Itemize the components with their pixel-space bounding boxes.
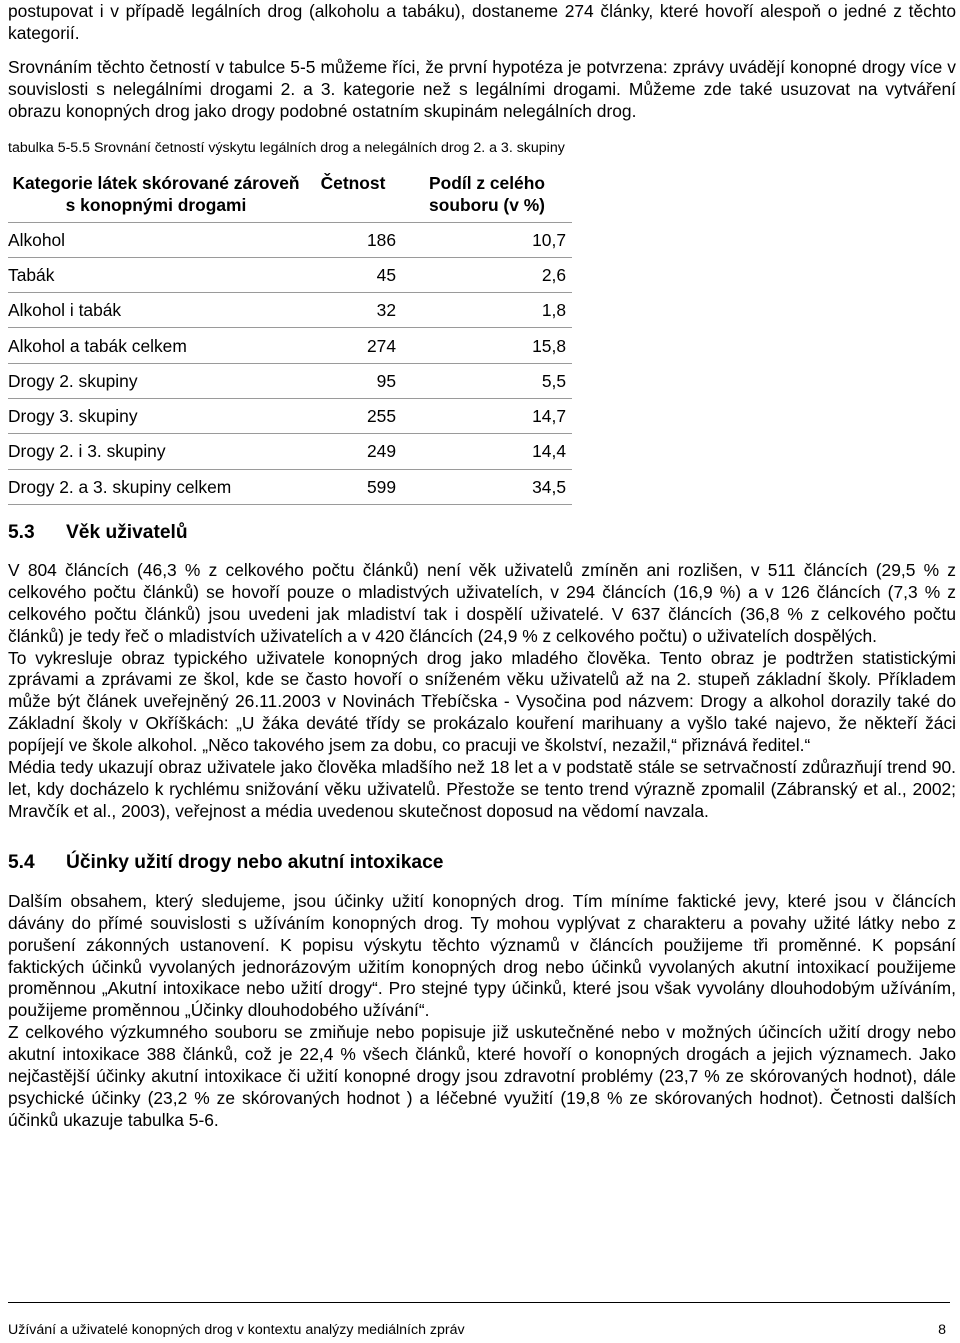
frequency-table bbox=[8, 166, 572, 505]
section-heading-age bbox=[8, 521, 956, 545]
row-share: 14,7 bbox=[532, 406, 566, 427]
row-label: Alkohol i tabák bbox=[8, 300, 122, 321]
table-row bbox=[8, 293, 572, 328]
row-share: 2,6 bbox=[541, 264, 566, 285]
table-header-row bbox=[8, 166, 572, 223]
paragraph-comparison: Srovnáním těchto četností v tabulce 5-5 můžeme říci, že první hypotéza je potvrzena: zprávy uvádějí konopné drogy více v souvislosti s nelegálními drogami 2. a 3. kategorie než s legálními drogami. Můžeme zde také usuzovat na vytváření obrazu konopných drog jako drogy podobné ostatním skupinám nelegálních drog. bbox=[8, 56, 956, 121]
paragraph-age-2: To vykresluje obraz typického uživatele konopných drog jako mladého člověka. Tento obraz je podtržen statistickými zprávami a zprávami ze škol, kde se často hovoří o sníženém věku uživatelů až na 2. stupeň základní školy. Příkladem může být článek uveřejněný 26.11.2003 v Novinách Třebíčska - Vysočina pod názvem: Drogy a alkohol dorazily také do Základní školy v Okříškách: „U žáka deváté třídy se prokázalo kouření marihuany a vyšlo také najevo, že někteří žáci popíjejí ve škole alkohol. „Něco takového jsem za dobu, co pracuji ve školství, nezažil,“ přiznává ředitel.“ bbox=[8, 647, 956, 756]
row-label: Tabák bbox=[8, 264, 55, 285]
row-count: 249 bbox=[366, 441, 396, 462]
table-row bbox=[8, 469, 572, 504]
paragraph-age-3: Média tedy ukazují obraz uživatele jako člověka mladšího než 18 let a v podstatě stále se setrvačností zdůrazňují trend 90. let, kdy docházelo k rychlému snižování věku uživatelů. Přestože se tento trend výrazně zpomalil (Zábranský et al., 2002; Mravčík et al., 2003), veřejnost a média uvedenou skutečnost doposud na vědomí navzala. bbox=[8, 757, 956, 821]
row-count: 274 bbox=[366, 335, 396, 356]
row-count: 599 bbox=[366, 476, 396, 497]
table-caption: tabulka 5-5.5 Srovnání četností výskytu legálních drog a nelegálních drog 2. a 3. skupiny bbox=[8, 139, 565, 156]
section-title: Účinky užití drogy nebo akutní intoxikace bbox=[66, 851, 444, 873]
row-label: Alkohol bbox=[8, 229, 66, 250]
row-count: 95 bbox=[376, 370, 396, 391]
row-share: 15,8 bbox=[532, 335, 566, 356]
table-row bbox=[8, 363, 572, 398]
section-number: 5.3 bbox=[8, 521, 35, 543]
row-count: 45 bbox=[376, 264, 396, 285]
section-title: Věk uživatelů bbox=[66, 521, 188, 543]
section-number: 5.4 bbox=[8, 851, 35, 873]
table-row bbox=[8, 257, 572, 292]
page-number: 8 bbox=[938, 1322, 946, 1338]
row-label: Drogy 2. a 3. skupiny celkem bbox=[8, 476, 232, 497]
row-label: Drogy 2. skupiny bbox=[8, 370, 138, 391]
row-label: Alkohol a tabák celkem bbox=[8, 335, 187, 356]
paragraph-effects-1: Dalším obsahem, který sledujeme, jsou účinky užití konopných drog. Tím míníme faktické jevy, které jsou v článcích dávány do přímé souvislosti s užíváním konopných drog. Ty mohou vyplývat z charakteru a povahy užité látky nebo z porušení zákonných ustanovení. K popisu výskytu těchto významů v článcích použijeme tři proměnné. K popsání faktických účinků vyvolaných jednorázovým užitím konopných drog nebo účinků vyvolaných akutní intoxikací použijeme proměnnou „Akutní intoxikace nebo užití drogy“. Pro stejné typy účinků, které jsou však vyvolány dlouhodobým užíváním, použijeme proměnnou „Účinky dlouhodobého užívání“. bbox=[8, 890, 956, 1021]
row-label: Drogy 3. skupiny bbox=[8, 406, 138, 427]
row-count: 186 bbox=[366, 229, 396, 250]
paragraph-intro: postupovat i v případě legálních drog (alkoholu a tabáku), dostaneme 274 články, které hovoří alespoň o jedné z těchto kategorií. bbox=[8, 1, 956, 43]
table-row bbox=[8, 399, 572, 434]
table-row bbox=[8, 434, 572, 469]
paragraph-age-1: V 804 článcích (46,3 % z celkového počtu článků) není věk uživatelů zmíněn ani rozlišen, v 511 článcích (29,5 % z celkového počtu článků) se hovoří pouze o mladistvých uživatelích, v 294 článcích (16,9 %) a v 126 článcích (7,3 % z celkového počtu článků) jsou uvedeni jak mladiství tak i dospělí uživatelé. V 637 článcích (36,8 % z celkového počtu článků) je tedy řeč o mladistvích uživatelích a v 420 článcích (24,9 % z celkového počtu) o uživatelích dospělých. bbox=[8, 559, 956, 646]
page-footer bbox=[8, 1302, 950, 1339]
row-count: 32 bbox=[376, 300, 396, 321]
paragraph-effects-2: Z celkového výzkumného souboru se zmiňuje nebo popisuje již uskutečněné nebo v možných účincích užití drogy nebo akutní intoxikace 388 článků, což je 22,4 % všech článků, které hovoří o konopných drogách a jejich významech. Jako nejčastější účinky akutní intoxikace či užití konopné drogy jsou zdravotní problémy (23,7 % ze skórovaných hodnot), dále psychické účinky (23,2 % ze skórovaných hodnot ) a léčebné využití (19,8 % ze skórovaných hodnot). Četnosti dalších účinků ukazuje tabulka 5-6. bbox=[8, 1022, 956, 1130]
header-frequency: Četnost bbox=[320, 172, 386, 193]
row-count: 255 bbox=[366, 406, 396, 427]
row-share: 1,8 bbox=[541, 300, 566, 321]
section-heading-effects bbox=[8, 851, 956, 875]
footer-title: Užívání a uživatelé konopných drog v kontextu analýzy mediálních zpráv bbox=[8, 1322, 465, 1338]
row-share: 10,7 bbox=[532, 229, 566, 250]
header-share: Podíl z celého souboru (v %) bbox=[429, 172, 545, 216]
row-share: 5,5 bbox=[541, 370, 566, 391]
row-label: Drogy 2. i 3. skupiny bbox=[8, 441, 166, 462]
row-share: 34,5 bbox=[532, 476, 566, 497]
row-share: 14,4 bbox=[532, 441, 566, 462]
header-category: Kategorie látek skórované zároveň s konopnými drogami bbox=[12, 172, 300, 216]
table-row bbox=[8, 222, 572, 257]
table-row bbox=[8, 328, 572, 363]
document-page bbox=[8, 0, 956, 1132]
